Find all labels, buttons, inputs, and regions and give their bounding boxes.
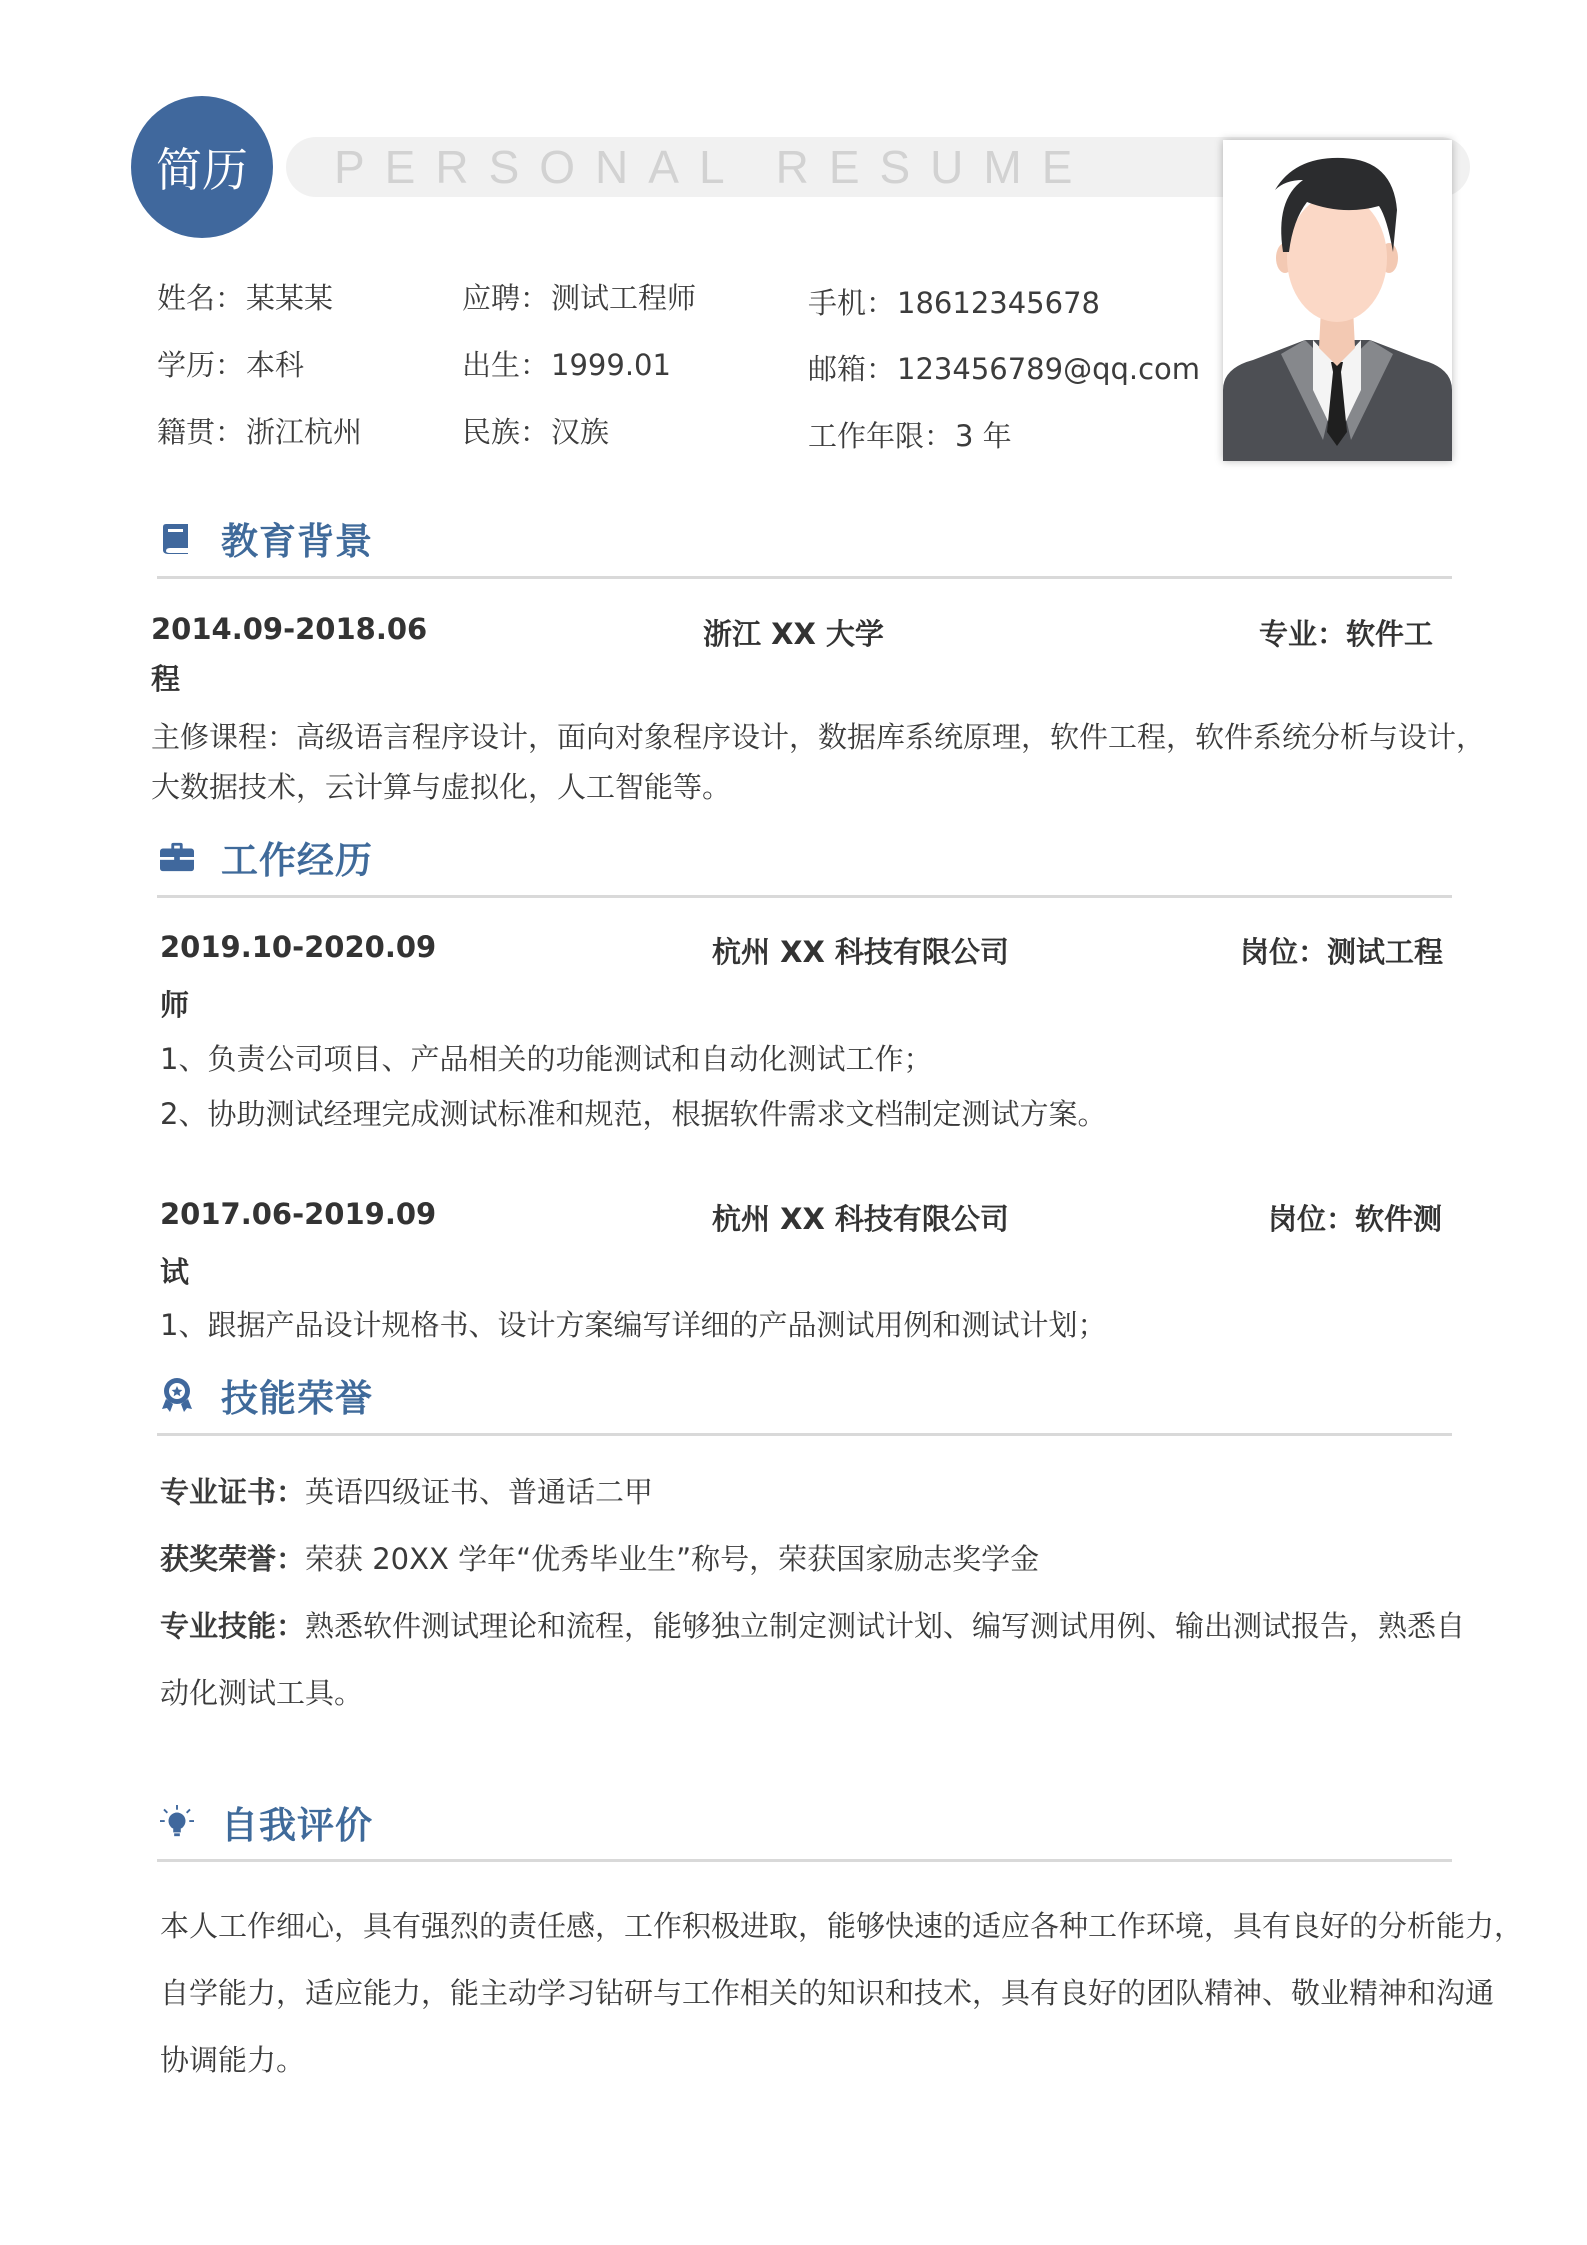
job-duty: 2、协助测试经理完成测试标准和规范，根据软件需求文档制定测试方案。 — [160, 1097, 1107, 1131]
info-nation — [462, 410, 609, 451]
self-line1: 本人工作细心，具有强烈的责任感，工作积极进取，能够快速的适应各种工作环境，具有良好的分析能力， — [160, 1909, 1524, 1943]
job-position-wrap: 师 — [160, 988, 190, 1022]
profile-photo — [1223, 140, 1452, 461]
education-major: 专业：软件工 — [1259, 617, 1434, 651]
education-value: 本科 — [246, 348, 305, 382]
award-label: 获奖荣誉： — [160, 1542, 306, 1576]
section-self-title: 自我评价 — [221, 1804, 373, 1847]
info-education — [157, 343, 304, 384]
avatar-icon — [1223, 140, 1452, 461]
info-origin — [157, 410, 362, 451]
education-school: 浙江 XX 大学 — [703, 617, 884, 651]
job-position-wrap: 试 — [160, 1255, 190, 1289]
skills-skill — [160, 1604, 1465, 1645]
section-self-header — [160, 1797, 373, 1847]
education-courses-line1: 主修课程：高级语言程序设计，面向对象程序设计，数据库系统原理，软件工程，软件系统分析与设计， — [151, 720, 1486, 754]
cert-value: 英语四级证书、普通话二甲 — [305, 1475, 654, 1509]
years-label: 工作年限： — [808, 419, 954, 453]
award-value: 荣获 20XX 学年“优秀毕业生”称号，荣获国家励志奖学金 — [305, 1542, 1040, 1576]
job-company: 杭州 XX 科技有限公司 — [712, 1202, 1009, 1236]
job-company: 杭州 XX 科技有限公司 — [712, 935, 1009, 969]
self-line3: 协调能力。 — [160, 2043, 306, 2077]
job-duty: 1、跟据产品设计规格书、设计方案编写详细的产品测试用例和测试计划； — [160, 1308, 1107, 1342]
education-label: 学历： — [157, 348, 245, 382]
email-value: 123456789@qq.com — [897, 352, 1201, 386]
skill-label: 专业技能： — [160, 1609, 306, 1643]
info-phone — [808, 281, 1100, 322]
info-email — [808, 347, 1200, 388]
book-icon — [160, 521, 194, 555]
info-birth — [462, 343, 671, 384]
name-value: 某某某 — [246, 281, 334, 315]
lightbulb-icon — [160, 1805, 194, 1839]
nation-label: 民族： — [462, 415, 550, 449]
section-skills-header — [160, 1370, 373, 1420]
apply-value: 测试工程师 — [551, 281, 697, 315]
skills-skill-line2: 动化测试工具。 — [160, 1676, 364, 1710]
education-courses-line2: 大数据技术，云计算与虚拟化，人工智能等。 — [151, 770, 732, 804]
cert-label: 专业证书： — [160, 1475, 306, 1509]
education-period: 2014.09-2018.06 — [151, 612, 428, 646]
job-position: 岗位：测试工程 — [1240, 935, 1444, 969]
job-duty: 1、负责公司项目、产品相关的功能测试和自动化测试工作； — [160, 1042, 933, 1076]
years-value: 3 年 — [955, 419, 1012, 453]
title-english: PERSONAL RESUME — [334, 141, 1093, 193]
birth-value: 1999.01 — [551, 348, 671, 382]
section-work-title: 工作经历 — [221, 839, 373, 882]
education-major-wrap: 程 — [151, 662, 181, 696]
info-name — [157, 276, 333, 317]
nation-value: 汉族 — [551, 415, 610, 449]
skills-award — [160, 1537, 1039, 1578]
self-line2: 自学能力，适应能力，能主动学习钻研与工作相关的知识和技术，具有良好的团队精神、敬业精神和沟通 — [160, 1976, 1495, 2010]
section-work-header — [160, 832, 373, 882]
briefcase-icon — [160, 840, 194, 874]
info-years — [808, 414, 1012, 455]
job-period: 2019.10-2020.09 — [160, 930, 437, 964]
origin-label: 籍贯： — [157, 415, 245, 449]
phone-value: 18612345678 — [897, 286, 1100, 320]
title-circle: 简历 — [131, 96, 273, 238]
info-apply — [462, 276, 696, 317]
email-label: 邮箱： — [808, 352, 896, 386]
section-education-header — [160, 513, 373, 563]
apply-label: 应聘： — [462, 281, 550, 315]
phone-label: 手机： — [808, 286, 896, 320]
divider — [157, 895, 1452, 898]
divider — [157, 1859, 1452, 1862]
skills-cert — [160, 1470, 653, 1511]
origin-value: 浙江杭州 — [246, 415, 363, 449]
job-position: 岗位：软件测 — [1268, 1202, 1443, 1236]
job-period: 2017.06-2019.09 — [160, 1197, 437, 1231]
skill-value: 熟悉软件测试理论和流程，能够独立制定测试计划、编写测试用例、输出测试报告，熟悉自 — [305, 1609, 1466, 1643]
award-badge-icon — [160, 1378, 194, 1412]
divider — [157, 576, 1452, 579]
divider — [157, 1433, 1452, 1436]
section-education-title: 教育背景 — [221, 520, 373, 563]
name-label: 姓名： — [157, 281, 245, 315]
birth-label: 出生： — [462, 348, 550, 382]
section-skills-title: 技能荣誉 — [221, 1377, 373, 1420]
